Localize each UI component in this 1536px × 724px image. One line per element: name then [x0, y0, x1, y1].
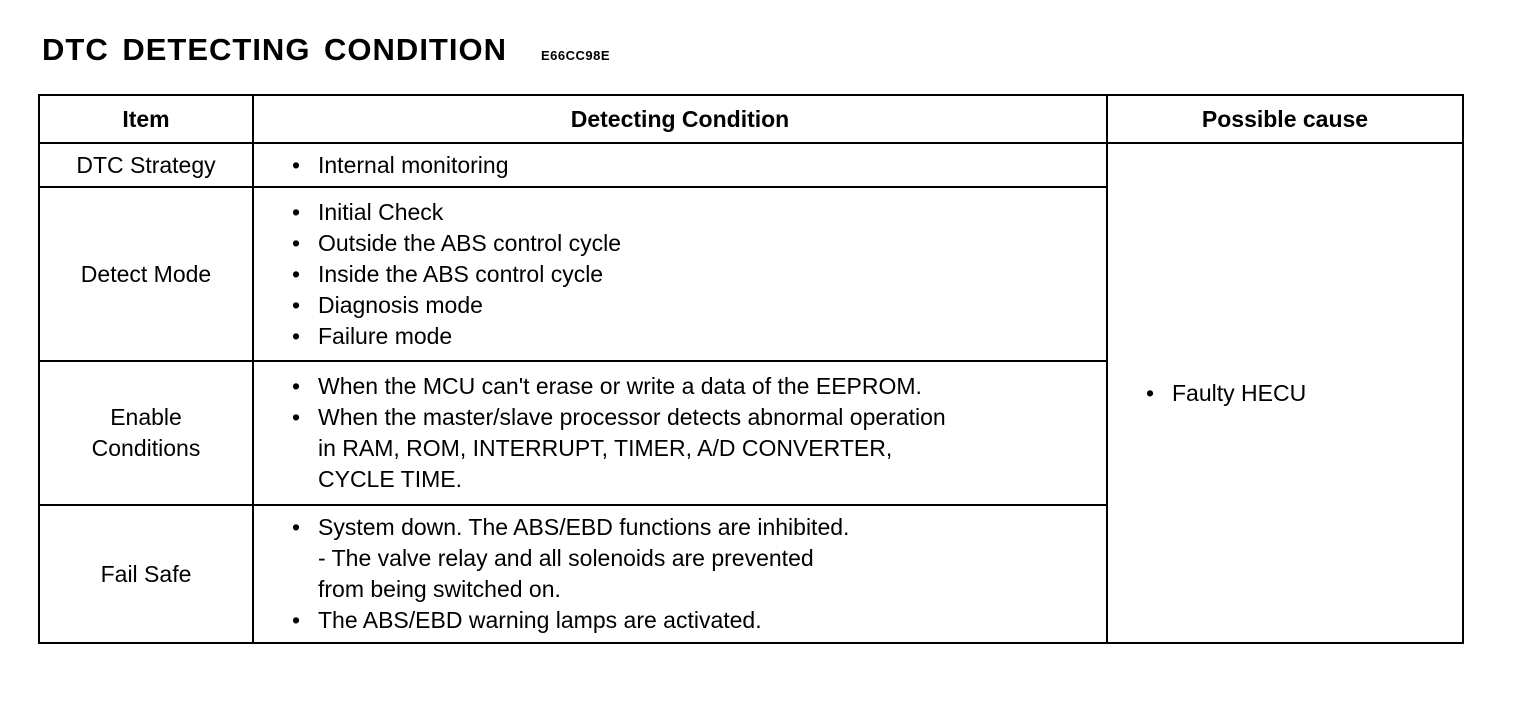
item-fail-safe: Fail Safe	[39, 505, 253, 643]
condition-bullet: • When the MCU can't erase or write a data of the EEPROM.	[292, 371, 1096, 402]
document-code: E66CC98E	[541, 48, 611, 63]
condition-bullet: • Diagnosis mode	[292, 290, 1096, 321]
condition-detect-mode	[253, 187, 1107, 361]
possible-cause-bullet: • Faulty HECU	[1146, 378, 1452, 409]
table-header-row	[39, 95, 1463, 143]
condition-bullet	[292, 512, 1096, 605]
item-label-line: Enable	[110, 404, 182, 430]
condition-enable-conditions	[253, 361, 1107, 505]
condition-bullet: • Internal monitoring	[292, 150, 1096, 181]
condition-fail-safe	[253, 505, 1107, 643]
item-enable-conditions	[39, 361, 253, 505]
condition-subtext: - The valve relay and all solenoids are prevented	[318, 545, 814, 571]
item-dtc-strategy: DTC Strategy	[39, 143, 253, 187]
page-title: DTC DETECTING CONDITION	[42, 32, 507, 67]
condition-dtc-strategy	[253, 143, 1107, 187]
header-item: Item	[39, 95, 253, 143]
item-detect-mode: Detect Mode	[39, 187, 253, 361]
condition-bullet: • Inside the ABS control cycle	[292, 259, 1096, 290]
header-detecting-condition: Detecting Condition	[253, 95, 1107, 143]
condition-bullet: • Failure mode	[292, 321, 1096, 352]
condition-bullet: • Outside the ABS control cycle	[292, 228, 1096, 259]
possible-cause-cell	[1107, 143, 1463, 643]
condition-text: • System down. The ABS/EBD functions are inhibited.	[318, 514, 850, 540]
header-possible-cause: Possible cause	[1107, 95, 1463, 143]
page-heading	[42, 32, 610, 68]
table-row-dtc-strategy	[39, 143, 1463, 187]
condition-subtext: from being switched on.	[318, 576, 561, 602]
condition-bullet: • When the master/slave processor detects abnormal operation in RAM, ROM, INTERRUPT, TIMER, A/D CONVERTER, CYCLE TIME.	[292, 402, 946, 495]
condition-bullet: • The ABS/EBD warning lamps are activated.	[292, 605, 1096, 636]
item-label-line: Conditions	[91, 435, 201, 461]
condition-bullet: • Initial Check	[292, 197, 1096, 228]
dtc-condition-table	[38, 94, 1464, 644]
